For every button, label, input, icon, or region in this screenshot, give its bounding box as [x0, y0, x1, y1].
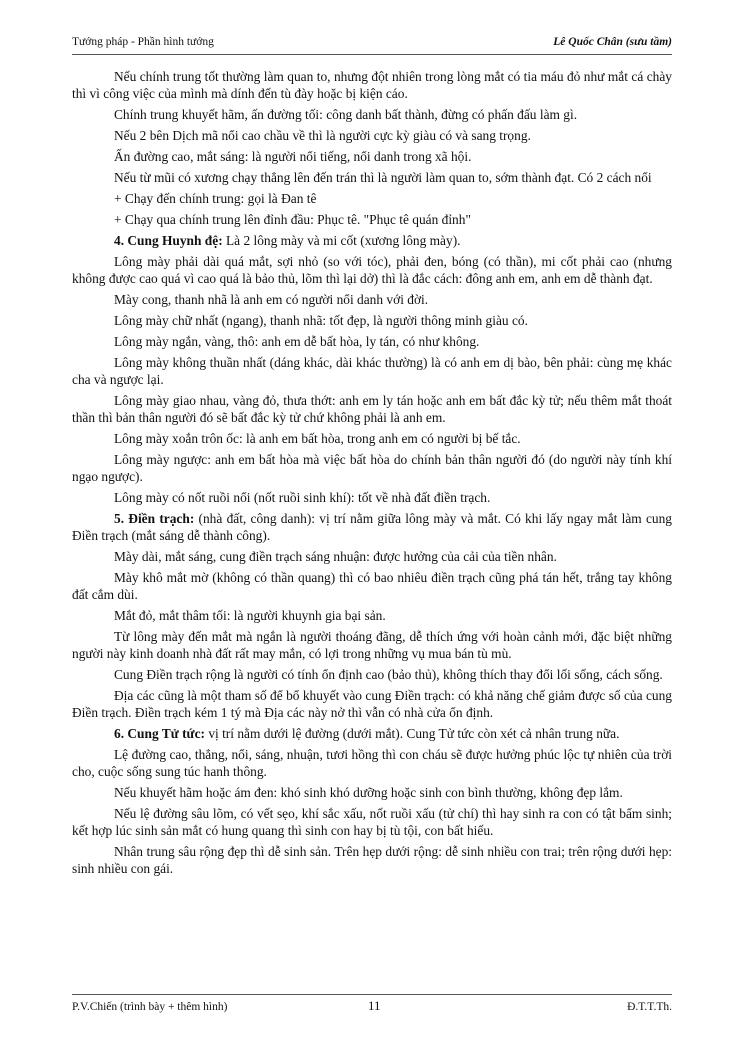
- paragraph-text: Cung Điền trạch rộng là người có tính ổn định cao (bảo thủ), không thích thay đổi lối sống, cách sống.: [114, 667, 663, 682]
- paragraph-text: Lệ đường cao, thẳng, nổi, sáng, nhuận, tươi hồng thì con cháu sẽ được hưởng phúc lộc tự nhiên của trời cho, cuộc sống sung túc hanh thông.: [72, 747, 672, 779]
- body-paragraph: [72, 784, 672, 801]
- paragraph-text: Lông mày xoắn trôn ốc: là anh em bất hòa, trong anh em có người bị bế tắc.: [114, 431, 521, 446]
- body-paragraph: [72, 253, 672, 287]
- paragraph-text: Địa các cũng là một tham số để bổ khuyết vào cung Điền trạch: có khả năng chế giảm được số của cung Điền trạch. Điền trạch kém 1 tý mà Địa các này nở thì vẫn có nhà cửa ổn định.: [72, 688, 672, 720]
- section-heading-paragraph: [72, 725, 672, 742]
- body-paragraph: [72, 127, 672, 144]
- header-right-author: Lê Quốc Chân (sưu tầm): [553, 36, 672, 48]
- page-footer: [72, 994, 672, 1015]
- paragraph-text: Ấn đường cao, mắt sáng: là người nổi tiếng, nổi danh trong xã hội.: [114, 149, 472, 164]
- body-paragraph: [72, 430, 672, 447]
- section-heading: 6. Cung Tử tức:: [114, 726, 205, 741]
- paragraph-text: Lông mày giao nhau, vàng đỏ, thưa thớt: anh em ly tán hoặc anh em bất đắc kỳ tử; nếu thêm mắt thoát thần thì bản thân người đó sẽ bất đắc kỳ tử chứ không phải là anh em.: [72, 393, 672, 425]
- body-paragraph: [72, 628, 672, 662]
- body-paragraph: [72, 843, 672, 877]
- body-paragraph: [72, 106, 672, 123]
- paragraph-text: Lông mày phải dài quá mắt, sợi nhỏ (so với tóc), phải đen, bóng (có thần), mi cốt phải cao (nhưng không được cao quá vì cao quá là bảo thủ, lõm thì lại dở) thì là đắc cách: đông anh em, anh em dễ thành đạt.: [72, 254, 672, 286]
- body-paragraph: [72, 333, 672, 350]
- body-paragraph: [72, 548, 672, 565]
- paragraph-text: Nếu chính trung tốt thường làm quan to, nhưng đột nhiên trong lòng mắt có tia máu đỏ như mắt cá chày thì vì công việc của mình mà dính đến tù đày hoặc bị kiện cáo.: [72, 69, 672, 101]
- paragraph-text: Lông mày chữ nhất (ngang), thanh nhã: tốt đẹp, là người thông minh giàu có.: [114, 313, 528, 328]
- paragraph-text: + Chạy qua chính trung lên đỉnh đầu: Phục tê. "Phục tê quán đỉnh": [114, 212, 471, 227]
- paragraph-text: Lông mày có nốt ruồi nổi (nốt ruồi sinh khí): tốt về nhà đất điền trạch.: [114, 490, 491, 505]
- paragraph-text: vị trí nằm dưới lệ đường (dưới mắt). Cung Tử tức còn xét cả nhân trung nữa.: [204, 726, 620, 741]
- body-paragraph: [72, 805, 672, 839]
- paragraph-text: Lông mày ngắn, vàng, thô: anh em dễ bất hòa, ly tán, có như không.: [114, 334, 480, 349]
- paragraph-text: (nhà đất, công danh): vị trí nằm giữa lông mày và mắt. Có khi lấy ngay mắt làm cung Điền trạch (mắt sáng dễ thành công).: [72, 511, 673, 543]
- paragraph-text: Mày cong, thanh nhã là anh em có người nổi danh với đời.: [114, 292, 429, 307]
- body-paragraph: [72, 169, 672, 186]
- paragraph-text: Chính trung khuyết hãm, ấn đường tối: công danh bất thành, đừng có phấn đấu làm gì.: [114, 107, 578, 122]
- paragraph-text: Nhân trung sâu rộng đẹp thì dễ sinh sản. Trên hẹp dưới rộng: dễ sinh nhiều con trai; trên rộng dưới hẹp: sinh nhiều con gái.: [72, 844, 672, 876]
- footer-right-initials: Đ.T.T.Th.: [627, 1001, 672, 1013]
- body-paragraph: [72, 687, 672, 721]
- header-left-title: Tướng pháp - Phần hình tướng: [72, 36, 214, 48]
- body-paragraph: [72, 148, 672, 165]
- body-paragraph: [72, 666, 672, 683]
- body-paragraph: [72, 489, 672, 506]
- body-paragraph: [72, 451, 672, 485]
- paragraph-text: + Chạy đến chính trung: gọi là Đan tê: [114, 191, 317, 206]
- section-heading: 4. Cung Huynh đệ:: [114, 233, 223, 248]
- paragraph-text: Là 2 lông mày và mi cốt (xương lông mày).: [222, 233, 461, 248]
- page-header: [72, 36, 672, 55]
- body-paragraph: [72, 312, 672, 329]
- paragraph-text: Từ lông mày đến mắt mà ngắn là người thoáng đãng, dễ thích ứng với hoàn cảnh mới, đặc biệt những người này kinh doanh nhà đất rất may mắn, có lợi trong những vụ mua bán tù mù.: [72, 629, 672, 661]
- section-heading-paragraph: [72, 232, 672, 249]
- body-paragraph: [72, 211, 672, 228]
- paragraph-text: Nếu lệ đường sâu lõm, có vết sẹo, khí sắc xấu, nốt ruồi xấu (tử chí) thì hay sinh ra con có tật bẩm sinh; kết hợp lúc sinh sản mắt có hung quang thì sinh con hay bị tù tội, con bất hiếu.: [72, 806, 672, 838]
- body-paragraph: [72, 291, 672, 308]
- body-paragraph: [72, 746, 672, 780]
- paragraph-text: Lông mày ngược: anh em bất hòa mà việc bất hòa do chính bản thân người đó (do người này tính khí ngạo ngược).: [72, 452, 672, 484]
- paragraph-text: Lông mày không thuần nhất (dáng khác, dài khác thường) là có anh em dị bào, bên phải: cùng mẹ khác cha và ngược lại.: [72, 355, 672, 387]
- section-heading: 5. Điền trạch:: [114, 511, 195, 526]
- paragraph-text: Nếu khuyết hãm hoặc ám đen: khó sinh khó dưỡng hoặc sinh con bình thường, không đẹp lắm.: [114, 785, 623, 800]
- body-paragraph: [72, 392, 672, 426]
- footer-left-credit: P.V.Chiến (trình bày + thêm hình): [72, 1001, 228, 1013]
- body-paragraph: [72, 68, 672, 102]
- body-paragraph: [72, 190, 672, 207]
- body-paragraph: [72, 354, 672, 388]
- paragraph-text: Mày dài, mắt sáng, cung điền trạch sáng nhuận: được hưởng của cải của tiền nhân.: [114, 549, 557, 564]
- paragraph-text: Nếu từ mũi có xương chạy thẳng lên đến trán thì là người làm quan to, sớm thành đạt. Có 2 cách nổi: [114, 170, 652, 185]
- page-number: 11: [368, 998, 381, 1013]
- section-heading-paragraph: [72, 510, 672, 544]
- paragraph-text: Mày khô mắt mờ (không có thần quang) thì có bao nhiêu điền trạch cũng phá tán hết, trắng tay không đất cắm dùi.: [72, 570, 672, 602]
- paragraph-text: Nếu 2 bên Dịch mã nổi cao chầu về thì là người cực kỳ giàu có và sang trọng.: [114, 128, 531, 143]
- body-paragraph: [72, 569, 672, 603]
- body-paragraph: [72, 607, 672, 624]
- paragraph-text: Mắt đỏ, mắt thâm tối: là người khuynh gia bại sản.: [114, 608, 386, 623]
- document-body: [72, 68, 672, 881]
